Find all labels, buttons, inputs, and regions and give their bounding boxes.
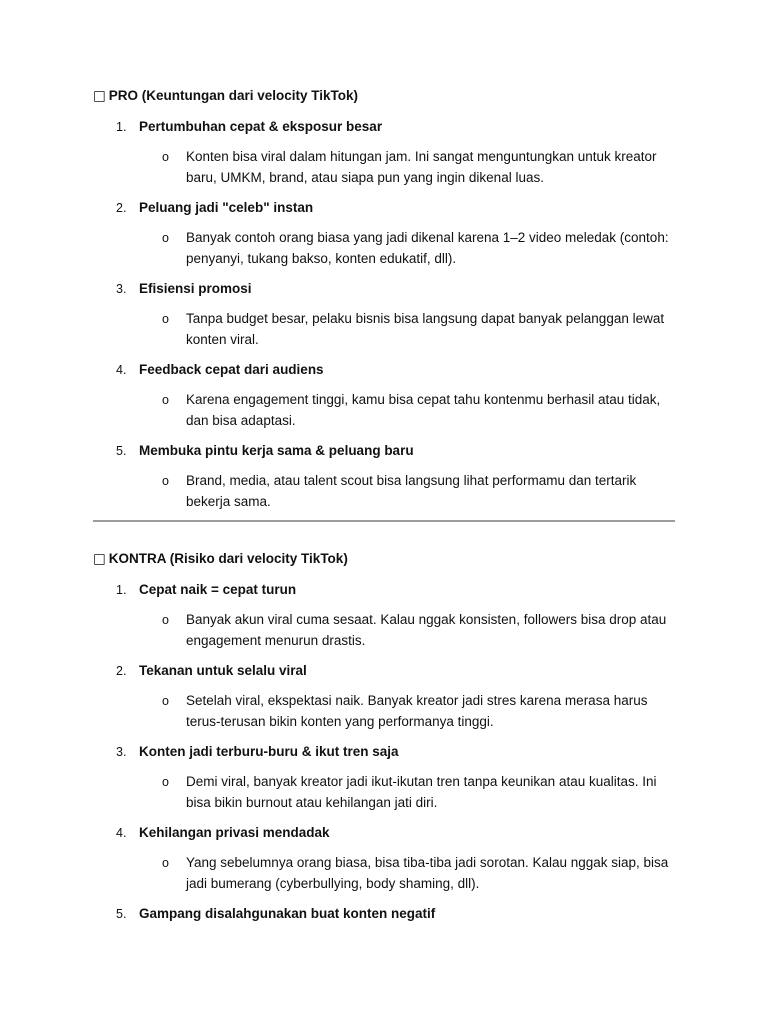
horizontal-divider [93, 520, 675, 522]
pro-item-3-detail [162, 309, 676, 350]
item-title-text: Tekanan untuk selalu viral [139, 663, 307, 678]
kontra-section [93, 548, 683, 925]
pro-item-5-detail [162, 471, 676, 512]
item-title-text: Membuka pintu kerja sama & peluang baru [139, 443, 414, 458]
bullet-icon: o [162, 613, 169, 627]
missing-glyph-icon: □ [93, 88, 106, 104]
kontra-heading [93, 548, 683, 570]
list-number: 2. [116, 201, 127, 215]
list-number: 3. [116, 282, 127, 296]
list-number: 5. [116, 907, 127, 921]
kontra-item-3-title [116, 741, 683, 763]
detail-text: Demi viral, banyak kreator jadi ikut-ikutan tren tanpa keunikan atau kualitas. Ini bisa bikin burnout atau kehilangan jati diri. [186, 774, 657, 810]
kontra-item-4-detail [162, 853, 676, 894]
pro-item-5-title [116, 440, 683, 462]
pro-item-1-title [116, 116, 683, 138]
item-title-text: Peluang jadi "celeb" instan [139, 200, 314, 215]
list-number: 1. [116, 583, 127, 597]
list-number: 3. [116, 745, 127, 759]
pro-item-2-title [116, 197, 683, 219]
bullet-icon: o [162, 393, 169, 407]
kontra-item-2-title [116, 660, 683, 682]
item-title-text: Gampang disalahgunakan buat konten negatif [139, 906, 436, 921]
missing-glyph-icon: □ [93, 551, 106, 567]
kontra-heading-text: KONTRA (Risiko dari velocity TikTok) [108, 551, 348, 566]
bullet-icon: o [162, 474, 169, 488]
kontra-item-1-detail [162, 610, 676, 651]
kontra-item-5-title [116, 903, 683, 925]
item-title-text: Feedback cepat dari audiens [139, 362, 324, 377]
item-title-text: Konten jadi terburu-buru & ikut tren saja [139, 744, 399, 759]
item-title-text: Kehilangan privasi mendadak [139, 825, 330, 840]
bullet-icon: o [162, 231, 169, 245]
pro-section [93, 85, 683, 512]
list-number: 2. [116, 664, 127, 678]
pro-item-3-title [116, 278, 683, 300]
list-number: 5. [116, 444, 127, 458]
kontra-item-4-title [116, 822, 683, 844]
detail-text: Brand, media, atau talent scout bisa langsung lihat performamu dan tertarik bekerja sama. [186, 473, 637, 509]
item-title-text: Pertumbuhan cepat & eksposur besar [139, 119, 383, 134]
bullet-icon: o [162, 312, 169, 326]
kontra-item-3-detail [162, 772, 676, 813]
pro-item-4-detail [162, 390, 676, 431]
detail-text: Yang sebelumnya orang biasa, bisa tiba-tiba jadi sorotan. Kalau nggak siap, bisa jadi bumerang (cyberbullying, body shaming, dll). [186, 855, 669, 891]
detail-text: Banyak akun viral cuma sesaat. Kalau nggak konsisten, followers bisa drop atau engagement menurun drastis. [186, 612, 667, 648]
detail-text: Konten bisa viral dalam hitungan jam. Ini sangat menguntungkan untuk kreator baru, UMKM, brand, atau siapa pun yang ingin dikenal luas. [186, 149, 657, 185]
pro-item-4-title [116, 359, 683, 381]
detail-text: Banyak contoh orang biasa yang jadi dikenal karena 1–2 video meledak (contoh: penyanyi, tukang bakso, konten edukatif, dll). [186, 230, 669, 266]
pro-item-2-detail [162, 228, 676, 269]
bullet-icon: o [162, 150, 169, 164]
list-number: 1. [116, 120, 127, 134]
item-title-text: Efisiensi promosi [139, 281, 252, 296]
pro-item-1-detail [162, 147, 676, 188]
list-number: 4. [116, 363, 127, 377]
detail-text: Tanpa budget besar, pelaku bisnis bisa langsung dapat banyak pelanggan lewat konten viral. [186, 311, 665, 347]
kontra-item-1-title [116, 579, 683, 601]
kontra-item-2-detail [162, 691, 676, 732]
pro-heading-text: PRO (Keuntungan dari velocity TikTok) [108, 88, 359, 103]
bullet-icon: o [162, 694, 169, 708]
detail-text: Karena engagement tinggi, kamu bisa cepat tahu kontenmu berhasil atau tidak, dan bisa adaptasi. [186, 392, 661, 428]
bullet-icon: o [162, 775, 169, 789]
item-title-text: Cepat naik = cepat turun [139, 582, 297, 597]
detail-text: Setelah viral, ekspektasi naik. Banyak kreator jadi stres karena merasa harus terus-terusan bikin konten yang performanya tinggi. [186, 693, 648, 729]
bullet-icon: o [162, 856, 169, 870]
list-number: 4. [116, 826, 127, 840]
pro-heading [93, 85, 683, 107]
